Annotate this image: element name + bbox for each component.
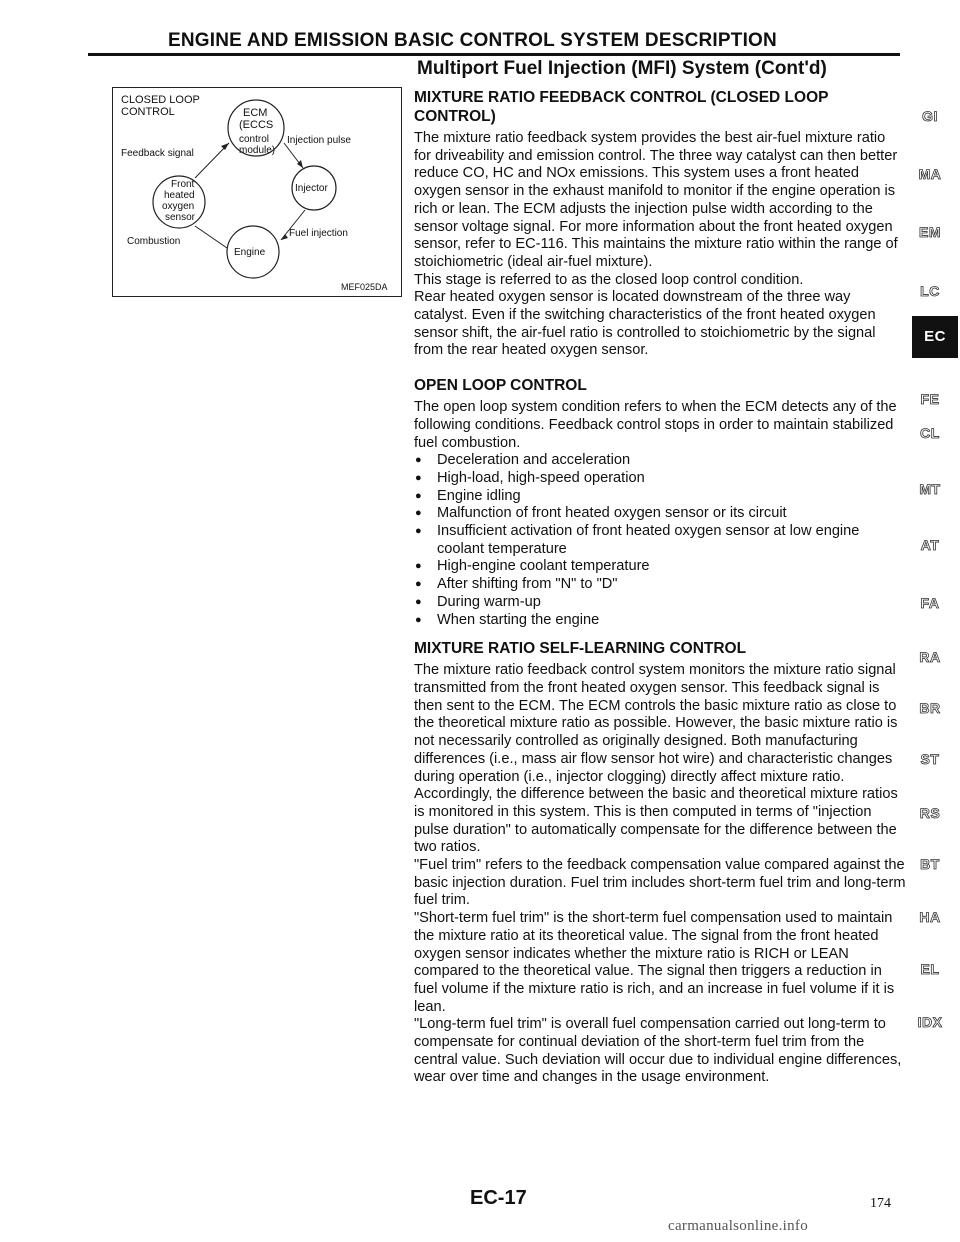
list-item: ● During warm-up <box>414 594 906 612</box>
list-item: ● High-engine coolant temperature <box>414 558 906 576</box>
section-heading-self-learning: MIXTURE RATIO SELF-LEARNING CONTROL <box>414 640 747 658</box>
main-content <box>414 88 906 1087</box>
tab-mt[interactable]: MT <box>919 481 941 497</box>
tab-el[interactable]: EL <box>920 961 940 977</box>
open-loop-conditions <box>414 452 906 629</box>
self-learning-p2: Accordingly, the difference between the basic and theoretical mixture ratios is monitored in this system. This is then computed in terms of "injection pulse duration" to automatically compensate for the difference between the two ratios. <box>414 786 898 856</box>
tab-ha[interactable]: HA <box>919 909 941 925</box>
list-item: ● Malfunction of front heated oxygen sensor or its circuit <box>414 505 906 523</box>
engine-label: Engine <box>234 247 266 258</box>
tab-fe[interactable]: FE <box>920 391 940 407</box>
list-item: ● High-load, high-speed operation <box>414 470 906 488</box>
list-item: ● After shifting from "N" to "D" <box>414 576 906 594</box>
feedback-signal-label: Feedback signal <box>121 148 194 159</box>
page-count: 174 <box>870 1196 891 1211</box>
tab-cl[interactable]: CL <box>920 425 940 441</box>
closed-loop-body: The mixture ratio feedback system provides the best air-fuel mixture ratio for driveability and emission control. The three way catalyst can then better reduce CO, HC and NOx emissions. This system uses a front heated oxygen sensor in the exhaust manifold to monitor if the engine operation is rich or lean. The ECM adjusts the injection pulse width according to the sensor voltage signal. For more information about the front heated oxygen sensor, refer to EC-116. This maintains the mixture ratio within the range of stoichiometric (ideal air-fuel mixture). <box>414 130 898 270</box>
tab-ec[interactable]: EC <box>912 316 958 358</box>
diagram-label-mode: CLOSED LOOP <box>121 94 200 106</box>
sensor-front-label: Front <box>171 179 195 190</box>
ecm-label: ECM <box>243 107 268 119</box>
sensor-sensor-label: sensor <box>165 212 196 223</box>
list-item: ● Insufficient activation of front heated oxygen sensor at low engine coolant temperature <box>414 523 906 558</box>
tab-rs[interactable]: RS <box>919 805 941 821</box>
tab-em[interactable]: EM <box>919 224 941 240</box>
injection-pulse-label: Injection pulse <box>287 135 351 146</box>
self-learning-p3: "Fuel trim" refers to the feedback compensation value compared against the basic injection duration. Fuel trim includes short-term fuel trim and long-term fuel trim. <box>414 857 906 909</box>
tab-st[interactable]: ST <box>920 751 940 767</box>
list-item: ● When starting the engine <box>414 612 906 630</box>
tab-at[interactable]: AT <box>920 537 940 553</box>
tab-bt[interactable]: BT <box>920 856 940 872</box>
header-rule <box>88 53 900 56</box>
section-heading-closed-loop <box>414 88 906 126</box>
tab-lc[interactable]: LC <box>920 283 940 299</box>
ecm-control-label: control <box>239 134 270 145</box>
list-item: ● Deceleration and acceleration <box>414 452 906 470</box>
combustion-label: Combustion <box>127 236 181 247</box>
page-title: ENGINE AND EMISSION BASIC CONTROL SYSTEM DESCRIPTION <box>168 30 777 51</box>
arrow-engine-sensor <box>195 226 227 248</box>
page-number: EC-17 <box>470 1187 527 1209</box>
sensor-heated-label: heated <box>164 190 195 201</box>
closed-loop-diagram <box>112 87 402 297</box>
self-learning-p5: "Long-term fuel trim" is overall fuel compensation carried out long-term to compensate for continual deviation of the short-term fuel trim from the central value. Such deviation will occur due to individual engine differences, wear over time and changes in the usage environment. <box>414 1016 902 1086</box>
figure-id: MEF025DA <box>341 282 388 292</box>
open-loop-body: The open loop system condition refers to when the ECM detects any of the following conditions. Feedback control stops in order to maintain stabilized fuel combustion. <box>414 399 897 451</box>
injector-label: Injector <box>295 183 328 194</box>
closed-loop-body-3: Rear heated oxygen sensor is located downstream of the three way catalyst. Even if the switching characteristics of the front heated oxygen sensor shift, the air-fuel ratio is controlled to stoichiometric by the signal from the rear heated oxygen sensor. <box>414 289 876 359</box>
closed-loop-title-2: CONTROL) <box>414 108 496 125</box>
section-subtitle: Multiport Fuel Injection (MFI) System (Cont'd) <box>417 58 827 79</box>
diagram-label-control: CONTROL <box>121 106 175 118</box>
ecm-module-label: module) <box>239 145 276 156</box>
fuel-injection-label: Fuel injection <box>289 228 348 239</box>
list-item: ● Engine idling <box>414 488 906 506</box>
tab-gi[interactable]: GI <box>922 108 938 124</box>
closed-loop-body-2: This stage is referred to as the closed loop control condition. <box>414 271 804 288</box>
tab-ma[interactable]: MA <box>918 166 942 182</box>
self-learning-p1: The mixture ratio feedback control system monitors the mixture ratio signal transmitted from the front heated oxygen sensor. This feedback signal is then sent to the ECM. The ECM controls the basic mixture ratio as close to the theoretical mixture ratio as possible. However, the basic mixture ratio is not necessarily controlled as originally designed. Both manufacturing differences (i.e., mass air flow sensor hot wire) and characteristic changes during operation (i.e., injector clogging) directly affect mixture ratio. <box>414 662 898 785</box>
watermark: carmanualsonline.info <box>668 1218 809 1234</box>
tab-idx[interactable]: IDX <box>917 1014 943 1030</box>
tab-ra[interactable]: RA <box>919 649 941 665</box>
sensor-oxygen-label: oxygen <box>162 201 195 212</box>
tab-fa[interactable]: FA <box>920 595 940 611</box>
self-learning-p4: "Short-term fuel trim" is the short-term fuel compensation used to maintain the mixture ratio at its theoretical value. The signal from the front heated oxygen sensor indicates whether the mixture ratio is RICH or LEAN compared to the theoretical value. The signal then triggers a reduction in fuel volume if the mixture ratio is rich, and an increase in fuel volume if it is lean. <box>414 910 895 1015</box>
closed-loop-title-1: MIXTURE RATIO FEEDBACK CONTROL (CLOSED LOOP <box>414 89 829 106</box>
ecm-eccs-label: (ECCS <box>239 119 274 131</box>
section-heading-open-loop: OPEN LOOP CONTROL <box>414 377 587 395</box>
tab-br[interactable]: BR <box>919 700 941 716</box>
